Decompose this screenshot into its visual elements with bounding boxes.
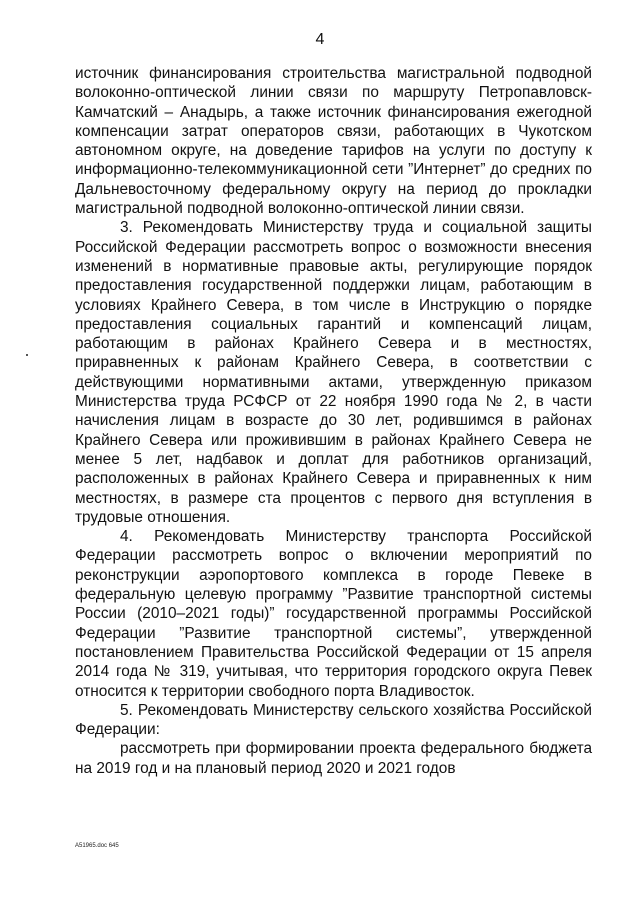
- document-footer-code: А51965.doc 645: [75, 843, 119, 849]
- page-number: 4: [315, 31, 325, 48]
- paragraph-continuation: источник финансирования строительства магистральной подводной волоконно-оптической линии связи по маршруту Петропавловск-Камчатский – Анадырь, а также источник финансирования ежегодной компенсации затрат операторов связи, работающих в Чукотском автономном округе, на доведение тарифов на услуги по доступу к информационно-телекоммуникационной сети ”Интернет” до средних по Дальневосточному федеральному округу на период до прокладки магистральной подводной волоконно-оптической линии связи.: [75, 65, 592, 218]
- paragraph-item-4: 4. Рекомендовать Министерству транспорта Российской Федерации рассмотреть вопрос о включении мероприятий по реконструкции аэропортового комплекса в городе Певеке в федеральную целевую программу ”Развитие транспортной системы России (2010–2021 годы)” государственной программы Российской Федерации ”Развитие транспортной системы”, утвержденной постановлением Правительства Российской Федерации от 15 апреля 2014 года № 319, учитывая, что территория городского округа Певек относится к территории свободного порта Владивосток.: [75, 528, 592, 700]
- paragraph-item-5: 5. Рекомендовать Министерству сельского хозяйства Российской Федерации:: [75, 701, 592, 739]
- document-body: [75, 64, 592, 778]
- paragraph-item-3: 3. Рекомендовать Министерству труда и социальной защиты Российской Федерации рассмотреть вопрос о возможности внесения изменений в нормативные правовые акты, регулирующие порядок предоставления государственной поддержки лицам, работающим в условиях Крайнего Севера, в том числе в Инструкцию о порядке предоставления социальных гарантий и компенсаций лицам, работающим в районах Крайнего Севера и в местностях, приравненных к районам Крайнего Севера, в соответствии с действующими нормативными актами, утвержденную приказом Министерства труда РСФСР от 22 ноября 1990 года № 2, в части начисления лицам в возрасте до 30 лет, родившимся в районах Крайнего Севера или проживившим в районах Крайнего Севера не менее 5 лет, надбавок и доплат для работников организаций, расположенных в районах Крайнего Севера и приравненных к ним местностях, в размере ста процентов с первого дня вступления в трудовые отношения.: [75, 219, 592, 526]
- margin-mark: [26, 354, 28, 356]
- paragraph-item-5-subclause: рассмотреть при формировании проекта федерального бюджета на 2019 год и на плановый период 2020 и 2021 годов: [75, 740, 592, 777]
